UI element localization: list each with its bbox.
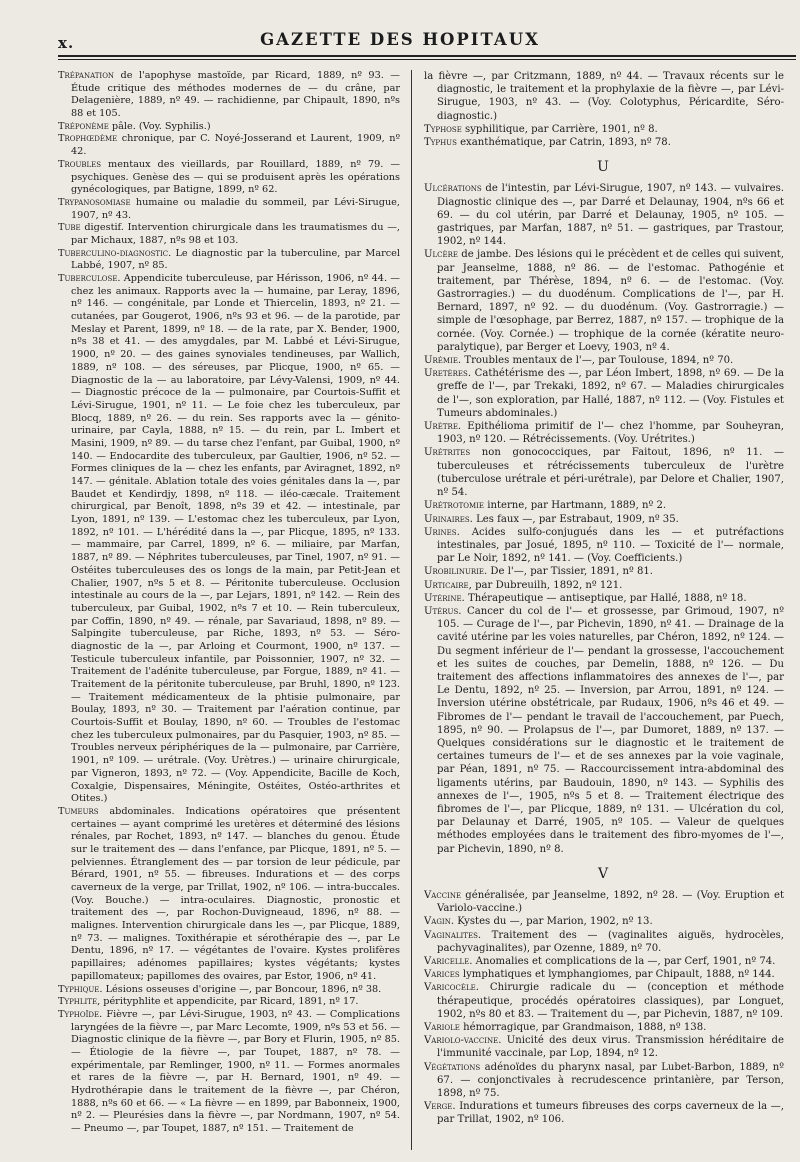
entry-text: non gonococciques, par Faitout, 1896, nº 11. — tuberculeuses et rétrécissements tuberculeux de l'urètre (tuberculose urétrale et péri-urétrale), par Delore et Chalier, 1907, nº 54. (437, 447, 784, 499)
entry-headword: Urticaire, (424, 579, 472, 591)
entry-headword: Verge. (424, 1101, 456, 1113)
left-column (58, 70, 400, 1136)
index-entry (58, 222, 400, 247)
index-entry (424, 182, 784, 248)
entry-text: Fièvre —, par Lévi-Sirugue, 1903, nº 43. — Complications laryngées de la fièvre —, par Marc Lecomte, 1909, nºs 53 et 56. — Diagnostic clinique de la fièvre —, par Bory et Flurin, 1905, nº 85. — Étiologie de la fièvre —, par Toupet, 1887, nº 78. — expérimentale, par Remlinger, 1900, nº 11. — Formes anormales et rares de la fièvre —, par H. Bernard, 1901, nº 49. — Hydrothérapie dans le traitement de la fièvre —, par Chéron, 1888, nºs 60 et 66. — « La fièvre — en 1899, par Babonneix, 1900, nº 2. — Pleurésies dans la fièvre —, par Nordmann, 1907, nº 54. — Pneumo —, par Toupet, 1887, nº 151. — Traitement de (71, 1008, 400, 1135)
entry-headword: Varices (424, 969, 460, 981)
entry-headword: Trophœdème (58, 133, 118, 145)
entry-text: Les faux —, par Estrabaut, 1909, nº 35. (472, 513, 679, 525)
entry-headword: Typhlite, (58, 996, 101, 1008)
index-entry (424, 420, 784, 446)
entry-text: la fièvre —, par Critzmann, 1889, nº 44. — Travaux récents sur le diagnostic, le traitement et la prophylaxie de la fièvre —, par Lévi-Sirugue, 1903, nº 43. — (Voy. Colotyphus, Péricardite, Séro-diagnostic.) (424, 71, 784, 122)
entry-text: Unicité des deux virus. Transmission héréditaire de l'immunité vaccinale, par Lop, 1894, nº 12. (437, 1035, 784, 1060)
index-entry (424, 123, 784, 136)
entry-headword: Tube (58, 222, 81, 234)
entry-headword: Tuberculino-diagnostic. (58, 247, 172, 259)
index-entry (424, 70, 784, 123)
index-entry (58, 121, 400, 134)
entry-headword: Urines. (424, 526, 460, 538)
entry-headword: Urémie. (424, 355, 462, 367)
index-entry (424, 354, 784, 367)
entry-headword: Typhus (424, 137, 457, 149)
entry-headword: Varicelle. (424, 956, 473, 967)
entry-text: chronique, par C. Noyé-Josserand et Laurent, 1909, nº 42. (71, 133, 400, 158)
right-entries-t (424, 70, 784, 149)
entry-text: de l'intestin, par Lévi-Sirugue, 1907, nº 143. — vulvaires. Diagnostic clinique des —, par Darré et Delaunay, 1904, nºs 66 et 69. — du col utérin, par Darré et Delaunay, 1905, nº 105. — gastriques, par Marfan, 1887, nº 51. — gastriques, par Trastour, 1902, nº 144. (437, 183, 784, 248)
entry-text: De l'—, par Tissier, 1891, nº 81. (487, 566, 653, 578)
index-entry (424, 446, 784, 499)
entry-text: Anomalies et complications de la —, par Cerf, 1901, nº 74. (472, 956, 776, 967)
header-rule-thin (58, 59, 796, 60)
entry-headword: Vaccine (424, 889, 462, 901)
index-entry (424, 955, 784, 968)
index-entry (424, 565, 784, 578)
entry-headword: Typhoïde. (58, 1008, 103, 1020)
entry-text: Chirurgie radicale du — (conception et méthode thérapeutique, procédés opératoires classiques), par Longuet, 1902, nºs 80 et 83. — Traitement du —, par Pichevin, 1887, nº 109. (437, 982, 784, 1020)
index-entry (58, 159, 400, 197)
index-entry (424, 929, 784, 955)
index-entry (58, 248, 400, 273)
entry-text: abdominales. Indications opératoires que présentent certaines — ayant comprimé les uretères et déterminé des lésions rénales, par Rochet, 1893, nº 147. — blanches du genou. Étude sur le traitement des — dans l'enfance, par Plicque, 1891, nº 5. — pelviennes. Étranglement des — par torsion de leur pédicule, par Bérard, 1901, nº 55. — fibreuses. Indurations et — des corps caverneux de la verge, par Trillat, 1902, nº 106. — intra-buccales. (Voy. Bouche.) — intra-oculaires. Diagnostic, pronostic et traitement des —, par Rochon-Duvigneaud, 1896, nº 88. — malignes. Intervention chirurgicale dans les —, par Plicque, 1889, nº 73. — malignes. Toxithérapie et sérothérapie des —, par Le Dentu, 1896, nº 17. — végétantes de l'ovaire. Kystes prolifères papillaires; adénomes papillaires; kystes végétants; kystes papillomateux; papillomes des ovaires, par Estor, 1906, nº 41. (71, 805, 400, 982)
index-entry (424, 526, 784, 566)
index-entry (58, 806, 400, 984)
index-entry (424, 1034, 784, 1060)
index-entry (424, 248, 784, 354)
entry-text: digestif. Intervention chirurgicale dans les traumatismes du —, par Michaux, 1887, nºs 98 et 103. (71, 222, 400, 246)
header-rule-thick (58, 55, 796, 57)
entry-headword: Vagin. (424, 916, 455, 928)
index-entry (58, 996, 400, 1009)
index-entry (424, 367, 784, 420)
entry-headword: Utérus. (424, 605, 462, 617)
entry-headword: Urinaires. (424, 513, 473, 525)
section-letter-v: V (597, 865, 611, 882)
entry-text: Cancer du col de l'— et grossesse, par Grimoud, 1907, nº 105. — Curage de l'—, par Pichevin, 1890, nº 41. — Drainage de la cavité utérine par les voies naturelles, par Chéron, 1892, nº 124. — Du segment inférieur de l'— pendant la grossesse, l'accouchement et les suites de couches, par Demelin, 1888, nº 126. — Du traitement des affections inflammatoires des annexes de l'—, par Le Dentu, 1892, nº 25. — Inversion, par Arrou, 1891, nº 124. — Inversion utérine obstétricale, par Rudaux, 1906, nºs 46 et 49. — Fibromes de l'— pendant le travail de l'accouchement, par Puech, 1895, nº 90. — Prolapsus de l'—, par Dumoret, 1889, nº 137. — Quelques considérations sur le diagnostic et le traitement de certaines tumeurs de l'— et de ses annexes par la voie vaginale, par Péan, 1891, nº 75. — Raccourcissement intra-abdominal des ligaments utérins, par Baudouin, 1890, nº 143. — Syphilis des annexes de l'—, 1905, nºs 5 et 8. — Traitement électrique des fibromes de l'—, par Plicque, 1889, nº 131. — Ulcération du col, par Delaunay et Darré, 1905, nº 105. — Valeur de quelques méthodes employées dans le traitement des fibro-myomes de l'—, par Pichevin, 1890, nº 8. (437, 605, 784, 855)
entry-headword: Végétations (424, 1061, 481, 1073)
entry-text: Epithélioma primitif de l'— chez l'homme, par Souheyran, 1903, nº 120. — Rétrécissements. (Voy. Urétrites.) (437, 421, 784, 446)
entry-text: de jambe. Des lésions qui le précèdent et de celles qui suivent, par Jeanselme, 1888, nº 86. — de l'estomac. Pathogénie et traitement, par Thérèse, 1894, nº 6. — de l'estomac. (Voy. Gastrorragies.) — du duodénum. Complications de l'—, par H. Bernard, 1897, nº 92. — du duodénum. (Voy. Gastrorragie.) — simple de l'œsophage, par Berrez, 1887, nº 157. — trophique de la cornée. (Voy. Cornée.) — trophique de la cornée (kératite neuro-paralytique), par Berger et Loevy, 1903, nº 4. (437, 249, 784, 353)
entry-text: exanthématique, par Catrin, 1893, nº 78. (456, 137, 671, 149)
entry-text: Traitement des — (vaginalites aiguës, hydrocèles, pachyvaginalites), par Ozenne, 1889, nº 70. (437, 929, 784, 954)
entry-text: Cathétérisme des —, par Léon Imbert, 1898, nº 69. — De la greffe de l'—, par Trekaki, 1892, nº 67. — Maladies chirurgicales de l'—, son exploration, par Hallé, 1887, nº 112. — (Voy. Fistules et Tumeurs abdominales.) (437, 368, 784, 419)
right-column (424, 70, 784, 1127)
entry-text: pâle. (Voy. Syphilis.) (108, 120, 211, 132)
journal-header: GAZETTE DES HOPITAUX (260, 30, 540, 49)
index-entry (58, 197, 400, 222)
entry-headword: Trypanosomiase (58, 196, 131, 208)
entry-headword: Typhose (424, 123, 462, 135)
index-entry (424, 1021, 784, 1034)
entry-headword: Uretères. (424, 368, 472, 380)
entry-text: Acides sulfo-conjugués dans les — et putréfactions intestinales, par Josué, 1895, nº 110. — Toxicité de l'— normale, par Le Noir, 1892, nº 141. — (Voy. Coefficients.) (437, 526, 784, 565)
entry-text: généralisée, par Jeanselme, 1892, nº 28. — (Voy. Eruption et Variolo-vaccine.) (437, 889, 784, 915)
entry-text: hémorragique, par Grandmaison, 1888, nº 138. (459, 1022, 707, 1034)
page-number: x. (58, 34, 75, 52)
entry-text: mentaux des vieillards, par Rouillard, 1889, nº 79. — psychiques. Genèse des — qui se produisent après les opérations gynécologiques, par Batigne, 1899, nº 62. (71, 158, 400, 196)
index-entry (424, 968, 784, 981)
entry-headword: Variolo-vaccine. (424, 1035, 502, 1047)
entry-headword: Urétrites (424, 447, 471, 459)
entry-headword: Utérine. (424, 592, 465, 604)
index-entry (424, 1100, 784, 1126)
index-entry (424, 605, 784, 856)
column-divider (411, 70, 412, 1150)
entry-text: de l'apophyse mastoïde, par Ricard, 1889, nº 93. — Étude critique des méthodes modernes de — du crâne, par Delagenière, 1889, nº 49. — rachidienne, par Chipault, 1890, nºs 88 et 105. (71, 70, 400, 120)
right-entries-v (424, 889, 784, 1127)
entry-headword: Urétrotomie (424, 500, 485, 512)
entry-text: Le diagnostic par la tuberculine, par Marcel Labbé, 1907, nº 85. (71, 247, 400, 272)
index-entry (58, 984, 400, 997)
entry-text: pérityphlite et appendicite, par Ricard, 1891, nº 17. (100, 996, 359, 1008)
index-entry (424, 981, 784, 1021)
index-entry (424, 915, 784, 928)
index-entry (424, 579, 784, 592)
entry-headword: Tuberculose. (58, 273, 121, 284)
index-entry (424, 889, 784, 915)
entry-headword: Troubles (58, 158, 102, 170)
entry-text: Kystes du —, par Marion, 1902, nº 13. (454, 916, 653, 928)
entry-headword: Urètre. (424, 421, 462, 433)
index-entry (424, 513, 784, 526)
section-letter-u: U (597, 159, 611, 176)
entry-text: adénoïdes du pharynx nasal, par Lubet-Barbon, 1889, nº 67. — conjonctivales à recrudescence printanière, par Terson, 1898, nº 75. (437, 1061, 784, 1100)
entry-text: syphilitique, par Carrière, 1901, nº 8. (461, 123, 658, 135)
index-entry (424, 136, 784, 149)
index-entry (58, 133, 400, 158)
index-entry (58, 1009, 400, 1136)
index-entry (58, 273, 400, 806)
entry-text: Indurations et tumeurs fibreuses des corps caverneux de la —, par Trillat, 1902, nº 106. (437, 1101, 784, 1126)
entry-headword: Typhique. (58, 983, 103, 995)
entry-headword: Varicocèle. (424, 982, 479, 994)
entry-headword: Vaginalites. (424, 929, 482, 941)
entry-text: Thérapeutique — antiseptique, par Hallé, 1888, nº 18. (464, 592, 747, 604)
entry-headword: Variole (424, 1022, 460, 1034)
index-entry (58, 70, 400, 121)
entry-headword: Urobilinurie. (424, 566, 488, 578)
entry-text: par Dubreuilh, 1892, nº 121. (471, 579, 623, 591)
entry-text: humaine ou maladie du sommeil, par Lévi-Sirugue, 1907, nº 43. (71, 196, 400, 221)
right-entries-u (424, 182, 784, 855)
index-entry (424, 1061, 784, 1101)
entry-text: lymphatiques et lymphangiomes, par Chipault, 1888, nº 144. (459, 969, 775, 981)
entry-headword: Tréponème (58, 120, 109, 132)
entry-text: Lésions osseuses d'origine —, par Boncour, 1896, nº 38. (102, 983, 382, 995)
entry-text: interne, par Hartmann, 1889, nº 2. (484, 500, 667, 512)
entry-headword: Tumeurs (58, 805, 99, 817)
entry-text: Appendicite tuberculeuse, par Hérisson, 1906, nº 44. — chez les animaux. Rapports avec la — humaine, par Leray, 1896, nº 146. — congénitale, par Londe et Thiercelin, 1893, nº 21. — cutanées, par Gougerot, 1906, nºs 93 et 96. — de la parotide, par Meslay et Parent, 1899, nº 18. — de la rate, par X. Bender, 1900, nºs 38 et 41. — des amygdales, par M. Labbé et Lévi-Sirugue, 1900, nº 20. — des gaines synoviales tendineuses, par Wallich, 1889, nº 108. — des séreuses, par Plicque, 1900, nº 65. — Diagnostic de la — au laboratoire, par Lévy-Valensi, 1909, nº 44. — Diagnostic précoce de la — pulmonaire, par Courtois-Suffit et Lévi-Sirugue, 1901, nº 11. — Le foie chez les tuberculeux, par Blocq, 1889, nº 26. — du rein. Ses rapports avec la — génito-urinaire, par Cayla, 1888, nº 15. — du rein, par L. Imbert et Masini, 1909, nº 89. — du tarse chez l'enfant, par Guibal, 1900, nº 140. — Endocardite des tuberculeux, par Gaultier, 1906, nº 52. — Formes cliniques de la — chez les enfants, par Aviragnet, 1892, nº 147. — génitale. Ablation totale des voies génitales dans la —, par Baudet et Kendirdjy, 1898, nº 118. — iléo-cæcale. Traitement chirurgical, par Benoît, 1898, nºs 39 et 42. — intestinale, par Lyon, 1891, nº 139. — L'estomac chez les tuberculeux, par Lyon, 1892, nº 101. — L'hérédité dans la —, par Plicque, 1895, nº 133. — mammaire, par Carrel, 1899, nº 6. — miliaire, par Marfan, 1887, nº 89. — Néphrites tuberculeuses, par Tinel, 1907, nº 91. — Ostéites tuberculeuses des os longs de la main, par Petit-Jean et Chalier, 1907, nºs 5 et 8. — Péritonite tuberculeuse. Occlusion intestinale au cours de la —, par Lejars, 1891, nº 142. — Rein des tuberculeux, par Guibal, 1902, nºs 7 et 10. — Rein tuberculeux, par Coffin, 1890, nº 49. — rénale, par Savariaud, 1898, nº 89. — Salpingite tuberculeuse, par Riche, 1893, nº 53. — Séro-diagnostic de la —, par Arloing et Courmont, 1900, nº 137. — Testicule tuberculeux infantile, par Poissonnier, 1907, nº 32. — Traitement de l'adénite tuberculeuse, par Forgue, 1889, nº 41. — Traitement de la péritonite tuberculeuse, par Bruhl, 1890, nº 123. — Traitement médicamenteux de la phtisie pulmonaire, par Boulay, 1893, nº 30. — Traitement par l'aération continue, par Courtois-Suffit et Boulay, 1890, nº 60. — Troubles de l'estomac chez les tuberculeux pulmonaires, par du Pasquier, 1903, nº 85. — Troubles nerveux périphériques de la — pulmonaire, par Carrière, 1901, nº 109. — urétrale. (Voy. Urètres.) — urinaire chirurgicale, par Vigneron, 1893, nº 72. — (Voy. Appendicite, Bacille de Koch, Coxalgie, Dispensaires, Méningite, Ostéites, Ostéo-arthrites et Otites.) (71, 273, 400, 805)
entry-headword: Trépanation (58, 70, 115, 81)
entry-text: Troubles mentaux de l'—, par Toulouse, 1894, nº 70. (461, 355, 734, 367)
index-entry (424, 499, 784, 512)
entry-headword: Ulcérations (424, 183, 482, 195)
index-entry (424, 592, 784, 605)
entry-headword: Ulcère (424, 249, 459, 261)
